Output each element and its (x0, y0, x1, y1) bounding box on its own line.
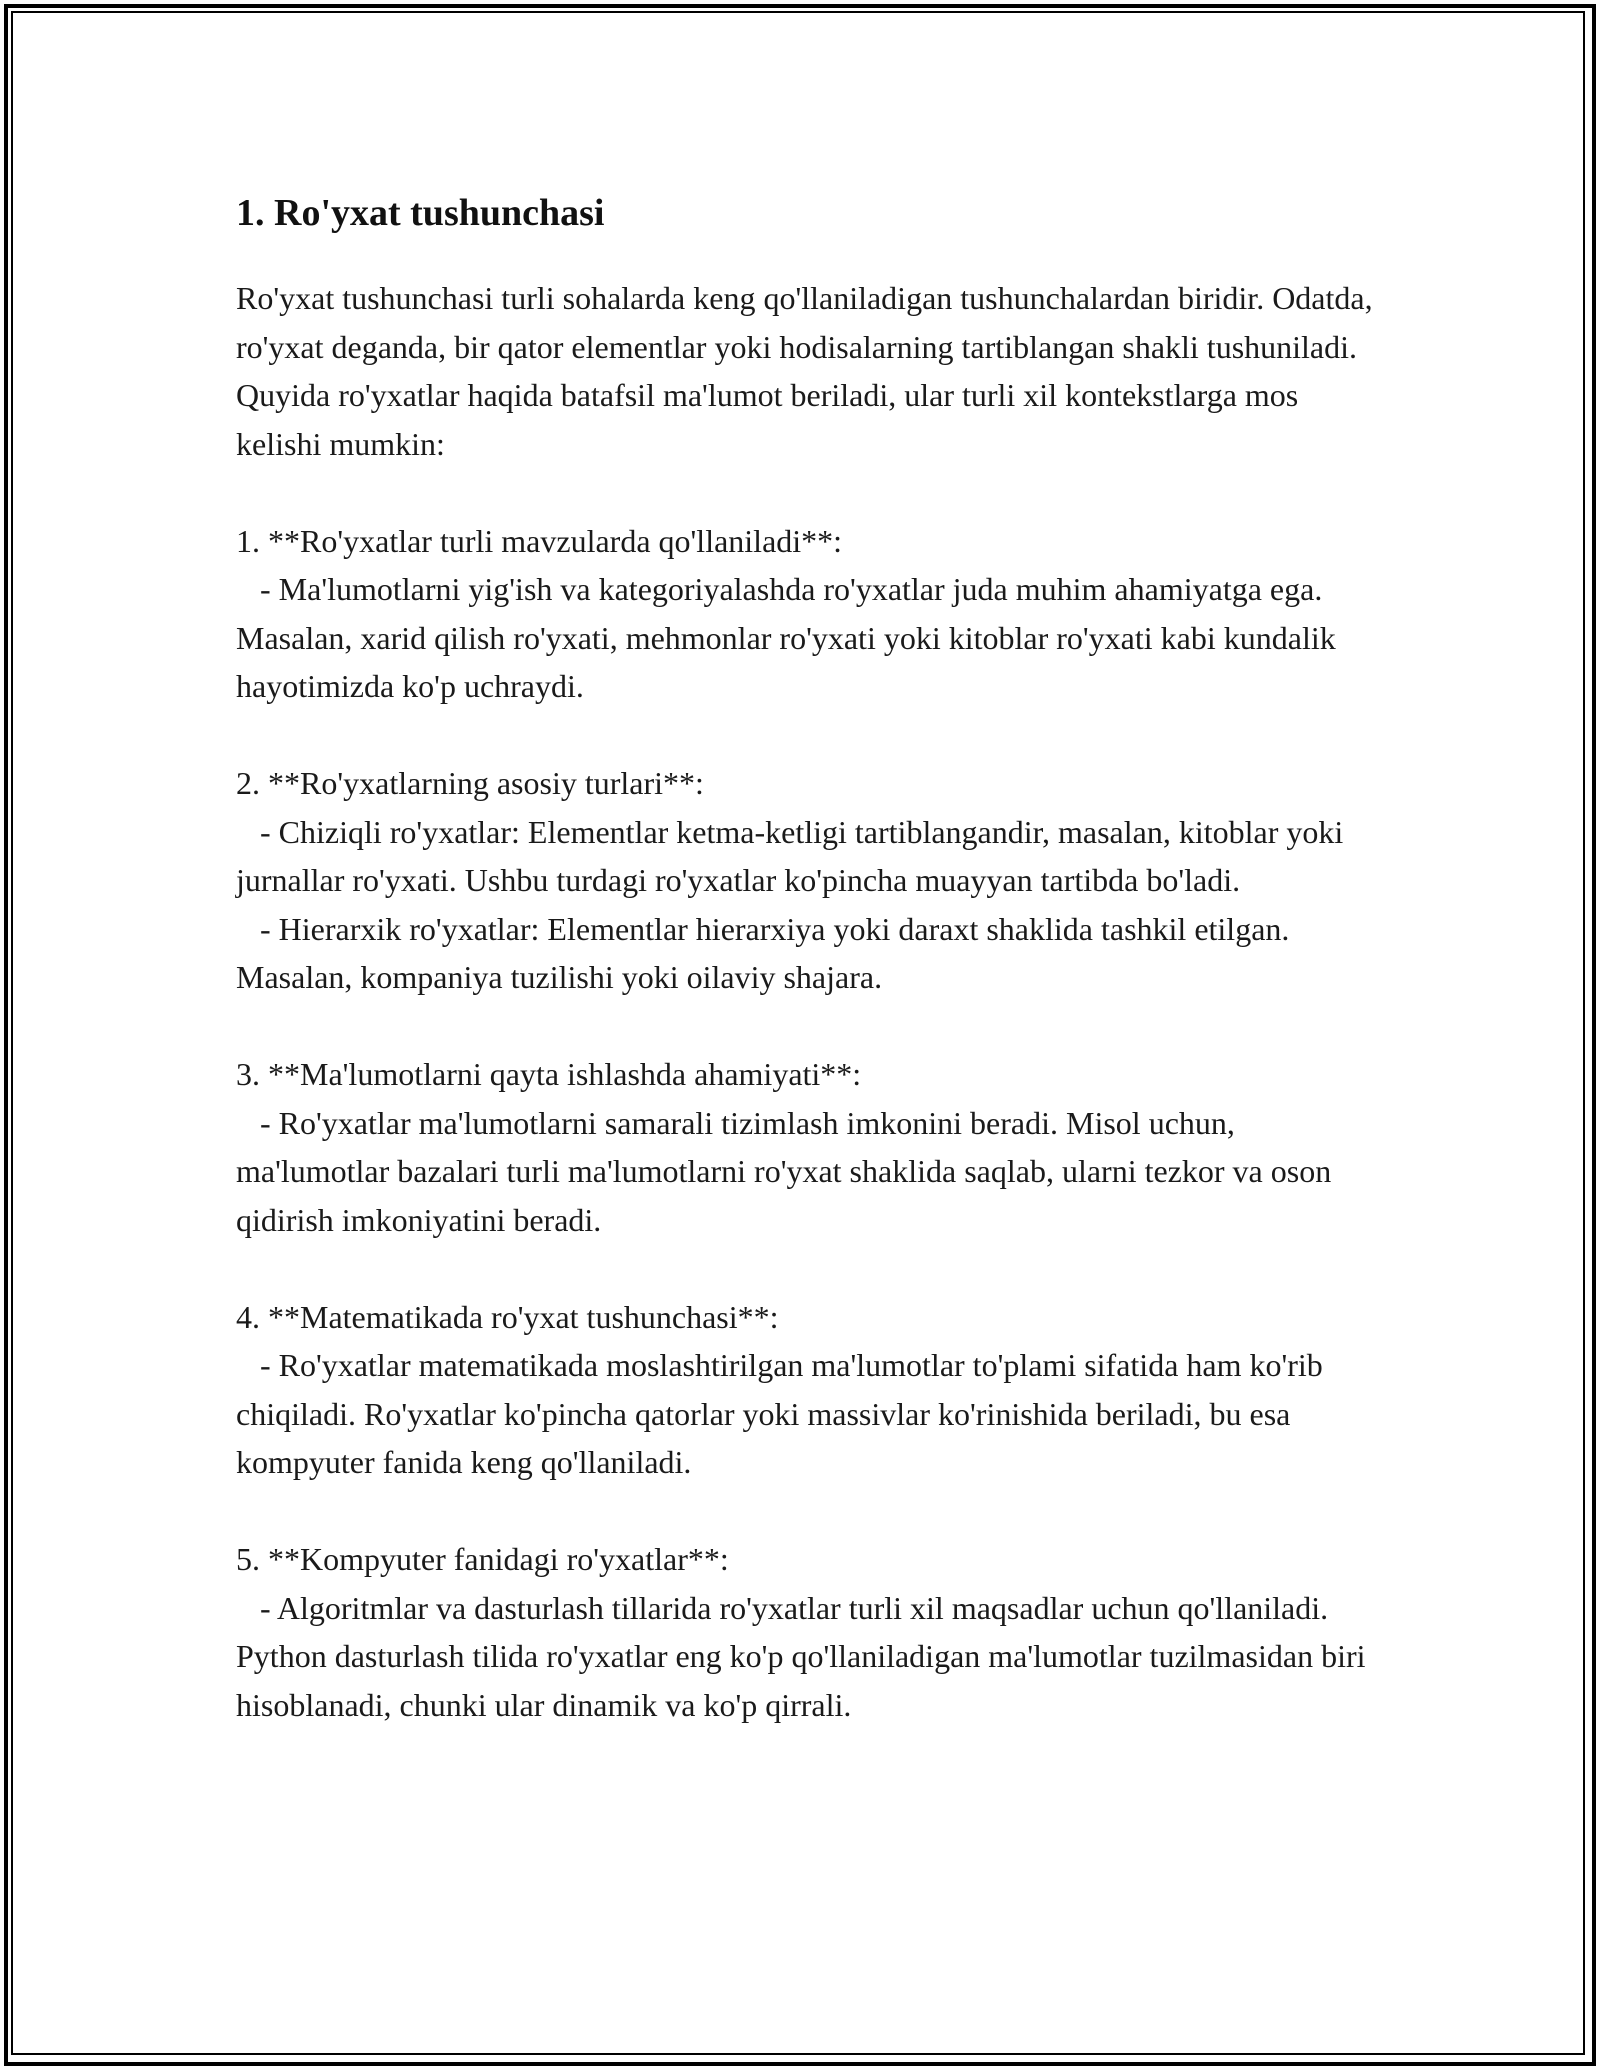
list-item-heading: 4. **Matematikada ro'yxat tushunchasi**: (236, 1298, 779, 1335)
list-item-heading: 5. **Kompyuter fanidagi ro'yxatlar**: (236, 1541, 729, 1577)
list-item (236, 1293, 1386, 1487)
list-item (236, 517, 1386, 711)
list-item-line: - Hierarxik ro'yxatlar: Elementlar hierarxiya yoki daraxt shaklida tashkil etilgan. Masalan, kompaniya tuzilishi yoki oilaviy shajara. (236, 910, 1290, 995)
list-item-heading: 3. **Ma'lumotlarni qayta ishlashda ahamiyati**: (236, 1056, 862, 1092)
section-title: 1. Ro'yxat tushunchasi (236, 192, 605, 234)
list-item-line: - Ro'yxatlar ma'lumotlarni samarali tizimlash imkonini beradi. Misol uchun, ma'lumotlar bazalari turli ma'lumotlarni ro'yxat shaklida saqlab, ularni tezkor va oson qidirish imkoniyatini beradi. (236, 1104, 1332, 1238)
list-item-heading: 1. **Ro'yxatlar turli mavzularda qo'llaniladi**: (236, 522, 843, 559)
document-body (236, 188, 1386, 1729)
list-item-text (236, 1341, 1386, 1487)
list-item-text (236, 1584, 1386, 1730)
list-item-line: - Ma'lumotlarni yig'ish va kategoriyalashda ro'yxatlar juda muhim ahamiyatga ega. Masalan, xarid qilish ro'yxati, mehmonlar ro'yxati yoki kitoblar ro'yxati kabi kundalik hayotimizda ko'p uchraydi. (236, 571, 1336, 704)
list-item-text (236, 1099, 1386, 1245)
list-item-line: - Algoritmlar va dasturlash tillarida ro'yxatlar turli xil maqsadlar uchun qo'llaniladi. Python dasturlash tilida ro'yxatlar eng ko'p qo'llaniladigan ma'lumotlar tuzilmasidan biri hisoblanadi, chunki ular dinamik va ko'p qirrali. (236, 1589, 1366, 1723)
list-item (236, 1535, 1386, 1729)
list-item-text (236, 565, 1386, 711)
list-item-line: - Ro'yxatlar matematikada moslashtirilgan ma'lumotlar to'plami sifatida ham ko'rib chiqiladi. Ro'yxatlar ko'pincha qatorlar yoki massivlar ko'rinishida beriladi, bu esa kompyuter fanida keng qo'llaniladi. (236, 1347, 1323, 1480)
intro-paragraph: Ro'yxat tushunchasi turli sohalarda keng qo'llaniladigan tushunchalardan biridir. Odatda, ro'yxat deganda, bir qator elementlar yoki hodisalarning tartiblangan shakli tushuniladi. Quyida ro'yxatlar haqida batafsil ma'lumot beriladi, ular turli xil kontekstlarga mos kelishi mumkin: (236, 280, 1373, 462)
list-item-text (236, 905, 1386, 1002)
list-item-line: - Chiziqli ro'yxatlar: Elementlar ketma-ketligi tartiblangandir, masalan, kitoblar yoki jurnallar ro'yxati. Ushbu turdagi ro'yxatlar ko'pincha muayyan tartibda bo'ladi. (236, 813, 1344, 898)
numbered-list (236, 517, 1386, 1730)
list-item (236, 759, 1386, 1002)
list-item-heading: 2. **Ro'yxatlarning asosiy turlari**: (236, 765, 704, 801)
list-item-text (236, 808, 1386, 905)
list-item (236, 1050, 1386, 1244)
